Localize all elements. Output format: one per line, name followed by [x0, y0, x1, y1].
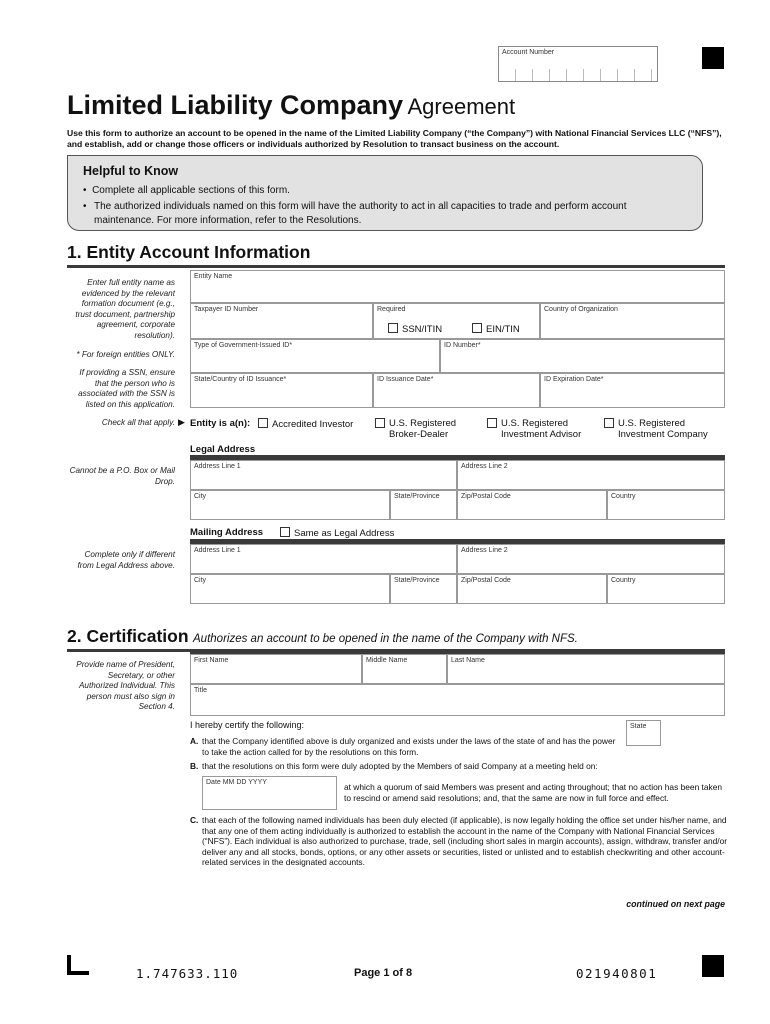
helpful-bullet-1: • Complete all applicable sections of this form.	[83, 185, 290, 196]
title-field[interactable]: Title	[190, 684, 725, 716]
page-title	[67, 90, 515, 121]
entity-name-field[interactable]: Entity Name	[190, 270, 725, 303]
helpful-title: Helpful to Know	[83, 164, 179, 178]
account-number-field[interactable]	[498, 46, 658, 82]
corner-mark	[67, 955, 89, 975]
mailing-address-line2[interactable]: Address Line 2	[457, 544, 725, 574]
helpful-box	[67, 155, 703, 231]
item-c-text: that each of the following named individuals has been duly elected (if applicable), is now legally holding the office set under his/her name, and that any one of them acting individually is authorized to establish the account in the name of the Company with National Financial Services (“NFS”). Each individual is also authorized to purchase, trade, sell (including short sales in margin accounts), assign, withdraw, transfer and/or deliver any and all stocks, bonds, options, or any other assets or securities, listed or unlisted and to establish checkwriting and other account-related services in the designated accounts.	[202, 815, 728, 868]
account-number-label: Account Number	[502, 49, 555, 56]
broker-dealer-checkbox[interactable]	[375, 418, 385, 428]
item-b-letter: B.	[190, 761, 199, 771]
po-box-note: Cannot be a P.O. Box or Mail Drop.	[69, 466, 175, 486]
mailing-address-line1[interactable]: Address Line 1	[190, 544, 457, 574]
mailing-address-title: Mailing Address	[190, 527, 264, 538]
id-number-field[interactable]: ID Number*	[440, 339, 725, 373]
item-c-letter: C.	[190, 815, 199, 825]
ssn-itin-checkbox[interactable]	[388, 323, 398, 333]
item-b-continued: at which a quorum of said Members was present and acting throughout; that no action has been taken to rescind or amend said resolutions; and, that the same are now in full force and effect.	[344, 782, 723, 803]
page-number: Page 1 of 8	[354, 967, 413, 979]
investment-company-checkbox[interactable]	[604, 418, 614, 428]
entity-type-broker-dealer[interactable]: U.S. Registered Broker-Dealer	[375, 418, 475, 440]
same-as-legal-option[interactable]: Same as Legal Address	[280, 527, 394, 539]
entity-type-accredited[interactable]: Accredited Investor	[258, 418, 353, 430]
mailing-zip[interactable]: Zip/Postal Code	[457, 574, 607, 604]
first-name-field[interactable]: First Name	[190, 654, 362, 684]
registration-mark-bottom	[702, 955, 724, 977]
ein-tin-checkbox[interactable]	[472, 323, 482, 333]
legal-country[interactable]: Country	[607, 490, 725, 520]
same-as-legal-checkbox[interactable]	[280, 527, 290, 537]
entity-is-label: Entity is a(n):	[190, 418, 251, 429]
check-all-note: Check all that apply.	[101, 418, 175, 427]
intro-text: Use this form to authorize an account to be opened in the name of the Limited Liability Company (“the Company”) with National Financial Services LLC (“NFS”), and establish, add or change those officers or individuals authorized by Resolution to transact business on the account.	[67, 128, 722, 149]
continued-note: continued on next page	[626, 899, 725, 909]
taxpayer-id-field[interactable]: Taxpayer ID Number	[190, 303, 373, 339]
foreign-note: * For foreign entities ONLY.	[76, 350, 175, 359]
legal-address-title: Legal Address	[190, 444, 256, 455]
state-field[interactable]: State	[626, 720, 661, 746]
entity-type-investment-advisor[interactable]: U.S. Registered Investment Advisor	[487, 418, 599, 440]
legal-state[interactable]: State/Province	[390, 490, 457, 520]
last-name-field[interactable]: Last Name	[447, 654, 725, 684]
legal-city[interactable]: City	[190, 490, 390, 520]
tax-id-type-field: Required SSN/ITIN EIN/TIN	[373, 303, 540, 339]
helpful-bullet-2: • The authorized individuals named on this form will have the authority to act in all capacities to trade and perform account maintenance. For more information, refer to the Resolutions.	[83, 201, 627, 226]
registration-mark	[702, 47, 724, 69]
page-title-light: Agreement	[407, 94, 516, 119]
ein-tin-option[interactable]: EIN/TIN	[472, 323, 520, 335]
item-a-letter: A.	[190, 736, 199, 746]
section2-heading	[67, 626, 578, 647]
certifier-note: Provide name of President, Secretary, or other Authorized Individual. This person must also sign in Section 4.	[76, 660, 175, 712]
mailing-note: Complete only if different from Legal Address above.	[77, 550, 175, 570]
mailing-city[interactable]: City	[190, 574, 390, 604]
mailing-state[interactable]: State/Province	[390, 574, 457, 604]
ssn-note: If providing a SSN, ensure that the person who is associated with the SSN is listed on this application.	[78, 368, 175, 409]
gov-id-type-field[interactable]: Type of Government-Issued ID*	[190, 339, 440, 373]
section2-title: 2. Certification	[67, 626, 189, 646]
section1-title: 1. Entity Account Information	[67, 242, 311, 262]
ssn-itin-option[interactable]: SSN/ITIN	[388, 323, 442, 335]
id-expiration-date-field[interactable]: ID Expiration Date*	[540, 373, 725, 408]
legal-zip[interactable]: Zip/Postal Code	[457, 490, 607, 520]
entity-type-arrow: ▶	[178, 417, 185, 427]
meeting-date-field[interactable]: Date MM DD YYYY	[202, 776, 337, 810]
section1-rule	[67, 265, 725, 268]
id-issuance-date-field[interactable]: ID Issuance Date*	[373, 373, 540, 408]
form-code-right: 021940801	[576, 966, 658, 981]
item-a-text: that the Company identified above is duly organized and exists under the laws of the state of and has the power to take the action called for by the resolutions on this form.	[202, 736, 616, 757]
middle-name-field[interactable]: Middle Name	[362, 654, 447, 684]
country-org-field[interactable]: Country of Organization	[540, 303, 725, 339]
page-title-bold: Limited Liability Company	[67, 90, 404, 120]
accredited-checkbox[interactable]	[258, 418, 268, 428]
entity-type-investment-company[interactable]: U.S. Registered Investment Company	[604, 418, 726, 440]
legal-address-line2[interactable]: Address Line 2	[457, 460, 725, 490]
form-code-left: 1.747633.110	[136, 966, 239, 981]
id-issuance-state-field[interactable]: State/Country of ID Issuance*	[190, 373, 373, 408]
legal-address-line1[interactable]: Address Line 1	[190, 460, 457, 490]
certify-text: I hereby certify the following:	[190, 720, 305, 730]
section2-subtitle: Authorizes an account to be opened in the name of the Company with NFS.	[193, 633, 578, 645]
entity-name-note: Enter full entity name as evidenced by the relevant formation document (e.g., trust document, partnership agreement, corporate resolution).	[75, 278, 175, 340]
mailing-country[interactable]: Country	[607, 574, 725, 604]
item-b-text: that the resolutions on this form were duly adopted by the Members of said Company at a meeting held on:	[202, 761, 598, 771]
investment-advisor-checkbox[interactable]	[487, 418, 497, 428]
